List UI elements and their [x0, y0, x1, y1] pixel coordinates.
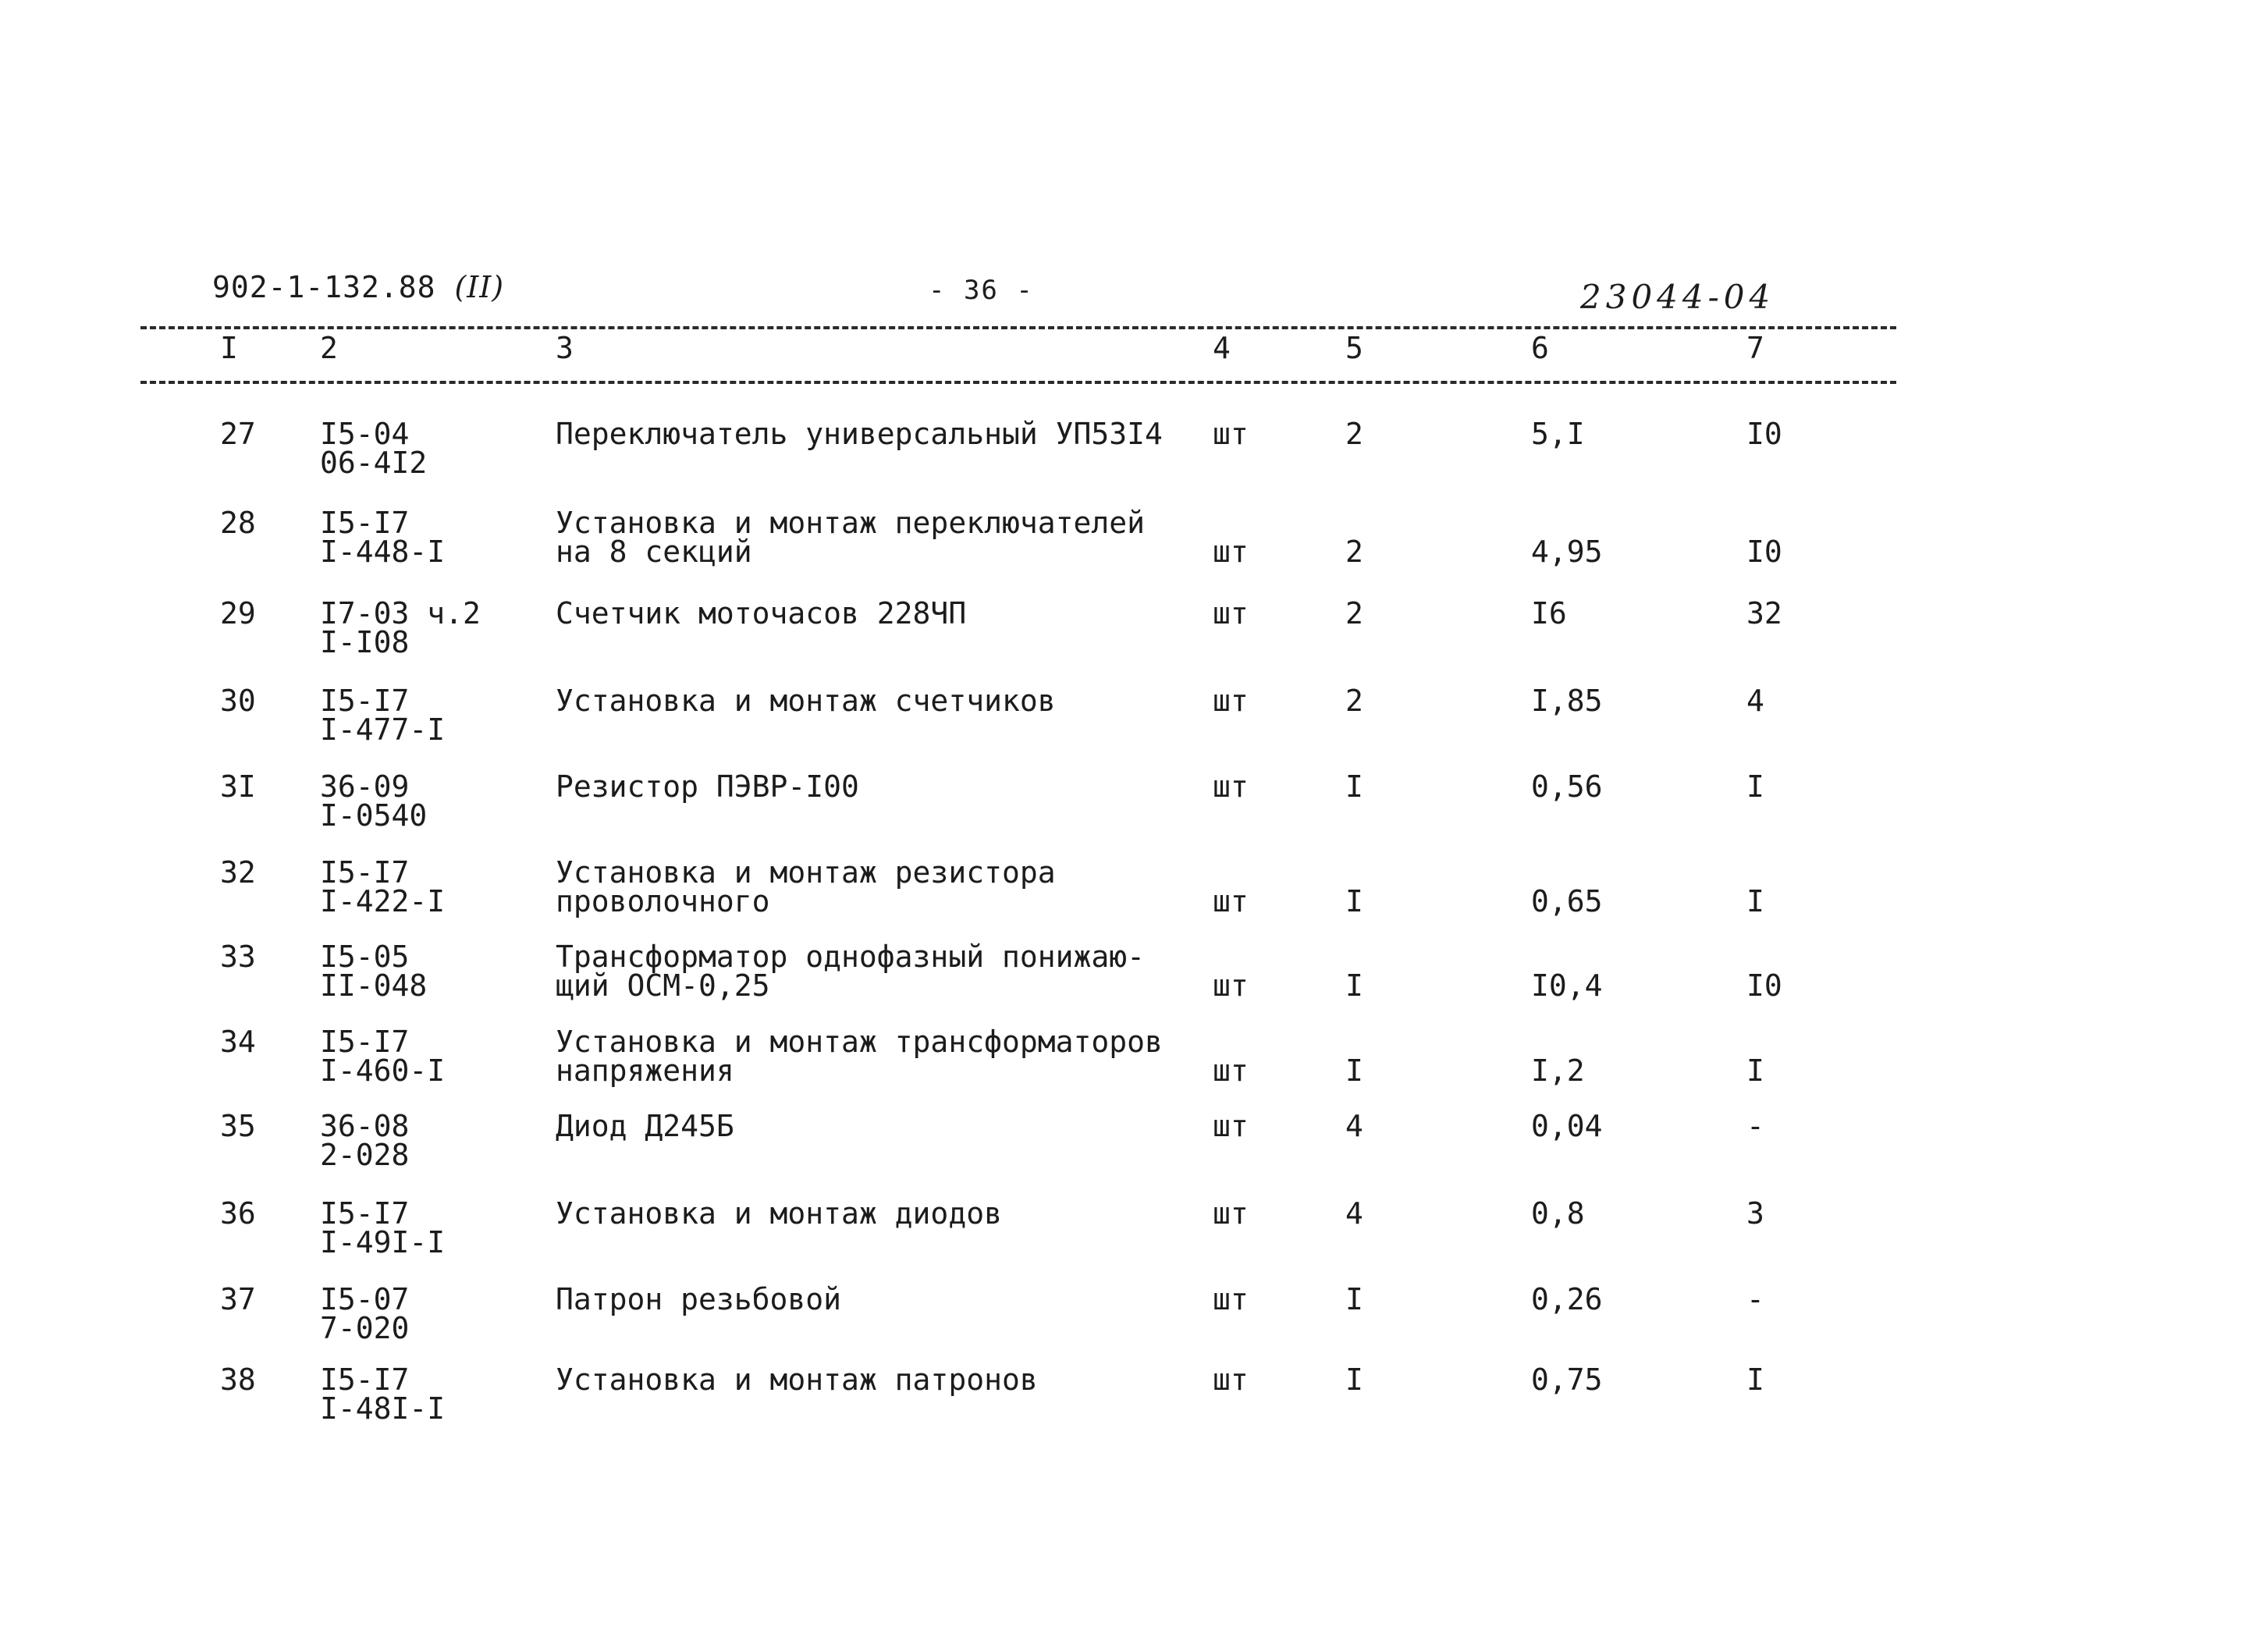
price-code-line2: I-0540 [320, 798, 428, 833]
quantity: 2 [1345, 535, 1363, 569]
quantity: 2 [1345, 684, 1363, 718]
item-name-line2: напряжения [556, 1053, 734, 1088]
unit-price: 0,8 [1531, 1196, 1585, 1231]
price-code-line2: I-448-I [320, 535, 446, 569]
price-code-line1: I5-I7 [320, 1025, 410, 1059]
item-name: Патрон резьбовой [556, 1282, 842, 1316]
unit-price: 5,I [1531, 417, 1585, 451]
unit: шт [1213, 596, 1249, 631]
price-code-line2: I-I08 [320, 625, 410, 659]
unit-price: 0,75 [1531, 1362, 1603, 1397]
quantity: I [1345, 968, 1363, 1003]
unit: шт [1213, 535, 1249, 569]
price-code-line1: 36-09 [320, 769, 410, 804]
item-name: Установка и монтаж счетчиков [556, 684, 1056, 718]
table-row [0, 940, 2249, 1021]
table-row [0, 684, 2249, 765]
column-number-3: 3 [556, 331, 574, 365]
unit: шт [1213, 968, 1249, 1003]
total: - [1746, 1109, 1764, 1143]
document-code [212, 270, 504, 304]
document-code-number: 902-1-132.88 [212, 270, 436, 304]
unit: шт [1213, 1362, 1249, 1397]
price-code [320, 506, 446, 569]
table-row [0, 417, 2249, 498]
quantity: 4 [1345, 1196, 1363, 1231]
table-row [0, 596, 2249, 677]
item-name [556, 855, 1056, 918]
item-name: Резистор ПЭВР-I00 [556, 769, 859, 804]
item-name: Диод Д245Б [556, 1109, 734, 1143]
price-code [320, 1282, 410, 1345]
row-number: 29 [220, 596, 256, 631]
column-number-2: 2 [320, 331, 338, 365]
table-top-rule [140, 326, 1896, 329]
price-code [320, 1025, 446, 1088]
document-code-suffix: (II) [454, 270, 505, 304]
row-number: 35 [220, 1109, 256, 1143]
row-number: 37 [220, 1282, 256, 1316]
total: I [1746, 1362, 1764, 1397]
row-number: 32 [220, 855, 256, 890]
total: I [1746, 884, 1764, 918]
item-name-line2: проволочного [556, 884, 770, 918]
row-number: 30 [220, 684, 256, 718]
table-row [0, 1025, 2249, 1106]
price-code-line1: I5-I7 [320, 1196, 410, 1231]
quantity: 2 [1345, 596, 1363, 631]
quantity: 4 [1345, 1109, 1363, 1143]
price-code-line2: 7-020 [320, 1311, 410, 1345]
column-number-4: 4 [1213, 331, 1231, 365]
price-code-line2: II-048 [320, 968, 428, 1003]
price-code-line2: 2-028 [320, 1138, 410, 1172]
total: I0 [1746, 968, 1782, 1003]
price-code-line1: I5-04 [320, 417, 410, 451]
row-number: 3I [220, 769, 256, 804]
table-header-rule [140, 381, 1896, 384]
column-number-6: 6 [1531, 331, 1549, 365]
row-number: 36 [220, 1196, 256, 1231]
item-name-line2: щий ОСМ-0,25 [556, 968, 770, 1003]
total: - [1746, 1282, 1764, 1316]
price-code-line1: I5-I7 [320, 1362, 410, 1397]
item-name: Счетчик моточасов 228ЧП [556, 596, 967, 631]
unit: шт [1213, 417, 1249, 451]
total: I [1746, 1053, 1764, 1088]
unit-price: 0,65 [1531, 884, 1603, 918]
quantity: I [1345, 1053, 1363, 1088]
price-code-line2: I-49I-I [320, 1225, 446, 1259]
unit: шт [1213, 1053, 1249, 1088]
price-code [320, 596, 481, 659]
unit: шт [1213, 1196, 1249, 1231]
price-code-line1: I5-07 [320, 1282, 410, 1316]
quantity: I [1345, 1282, 1363, 1316]
unit-price: 4,95 [1531, 535, 1603, 569]
item-name-line1: Установка и монтаж переключателей [556, 506, 1145, 540]
price-code-line1: I5-I7 [320, 684, 410, 718]
price-code [320, 940, 428, 1003]
unit: шт [1213, 884, 1249, 918]
quantity: I [1345, 769, 1363, 804]
table-row [0, 1109, 2249, 1190]
price-code [320, 1109, 410, 1172]
item-name [556, 1025, 1163, 1088]
price-code-line2: I-477-I [320, 712, 446, 747]
item-name [556, 940, 1145, 1003]
unit-price: 0,56 [1531, 769, 1603, 804]
item-name-line2: на 8 секций [556, 535, 752, 569]
quantity: I [1345, 1362, 1363, 1397]
price-code [320, 1362, 446, 1426]
table-row [0, 1362, 2249, 1444]
table-row [0, 855, 2249, 936]
row-number: 38 [220, 1362, 256, 1397]
item-name: Переключатель универсальный УП53I4 [556, 417, 1163, 451]
price-code-line2: I-48I-I [320, 1391, 446, 1426]
item-name-line1: Трансформатор однофазный понижаю- [556, 940, 1145, 974]
inventory-number: 23044-04 [1580, 278, 1775, 316]
price-code [320, 855, 446, 918]
total: I0 [1746, 535, 1782, 569]
column-number-5: 5 [1345, 331, 1363, 365]
total: 4 [1746, 684, 1764, 718]
item-name [556, 506, 1145, 569]
total: I [1746, 769, 1764, 804]
unit-price: I6 [1531, 596, 1567, 631]
row-number: 33 [220, 940, 256, 974]
price-code [320, 417, 428, 480]
unit-price: 0,26 [1531, 1282, 1603, 1316]
table-row [0, 1196, 2249, 1277]
price-code [320, 1196, 446, 1259]
unit: шт [1213, 684, 1249, 718]
item-name-line1: Установка и монтаж резистора [556, 855, 1056, 890]
unit: шт [1213, 1282, 1249, 1316]
page-number: - 36 - [929, 275, 1034, 306]
price-code [320, 684, 446, 747]
unit: шт [1213, 769, 1249, 804]
row-number: 34 [220, 1025, 256, 1059]
table-row [0, 506, 2249, 587]
quantity: I [1345, 884, 1363, 918]
total: 32 [1746, 596, 1782, 631]
price-code-line1: I5-I7 [320, 506, 410, 540]
table-row [0, 1282, 2249, 1363]
unit: шт [1213, 1109, 1249, 1143]
total: I0 [1746, 417, 1782, 451]
price-code-line1: I5-I7 [320, 855, 410, 890]
unit-price: I0,4 [1531, 968, 1603, 1003]
quantity: 2 [1345, 417, 1363, 451]
column-number-7: 7 [1746, 331, 1764, 365]
unit-price: I,85 [1531, 684, 1603, 718]
item-name: Установка и монтаж диодов [556, 1196, 1002, 1231]
row-number: 28 [220, 506, 256, 540]
column-number-1: I [220, 331, 238, 365]
table-row [0, 769, 2249, 851]
price-code-line2: I-422-I [320, 884, 446, 918]
price-code-line1: 36-08 [320, 1109, 410, 1143]
price-code-line2: I-460-I [320, 1053, 446, 1088]
price-code-line1: I7-03 ч.2 [320, 596, 481, 631]
price-code-line1: I5-05 [320, 940, 410, 974]
row-number: 27 [220, 417, 256, 451]
unit-price: 0,04 [1531, 1109, 1603, 1143]
unit-price: I,2 [1531, 1053, 1585, 1088]
price-code [320, 769, 428, 833]
total: 3 [1746, 1196, 1764, 1231]
item-name-line1: Установка и монтаж трансформаторов [556, 1025, 1163, 1059]
item-name: Установка и монтаж патронов [556, 1362, 1038, 1397]
price-code-line2: 06-4I2 [320, 446, 428, 480]
